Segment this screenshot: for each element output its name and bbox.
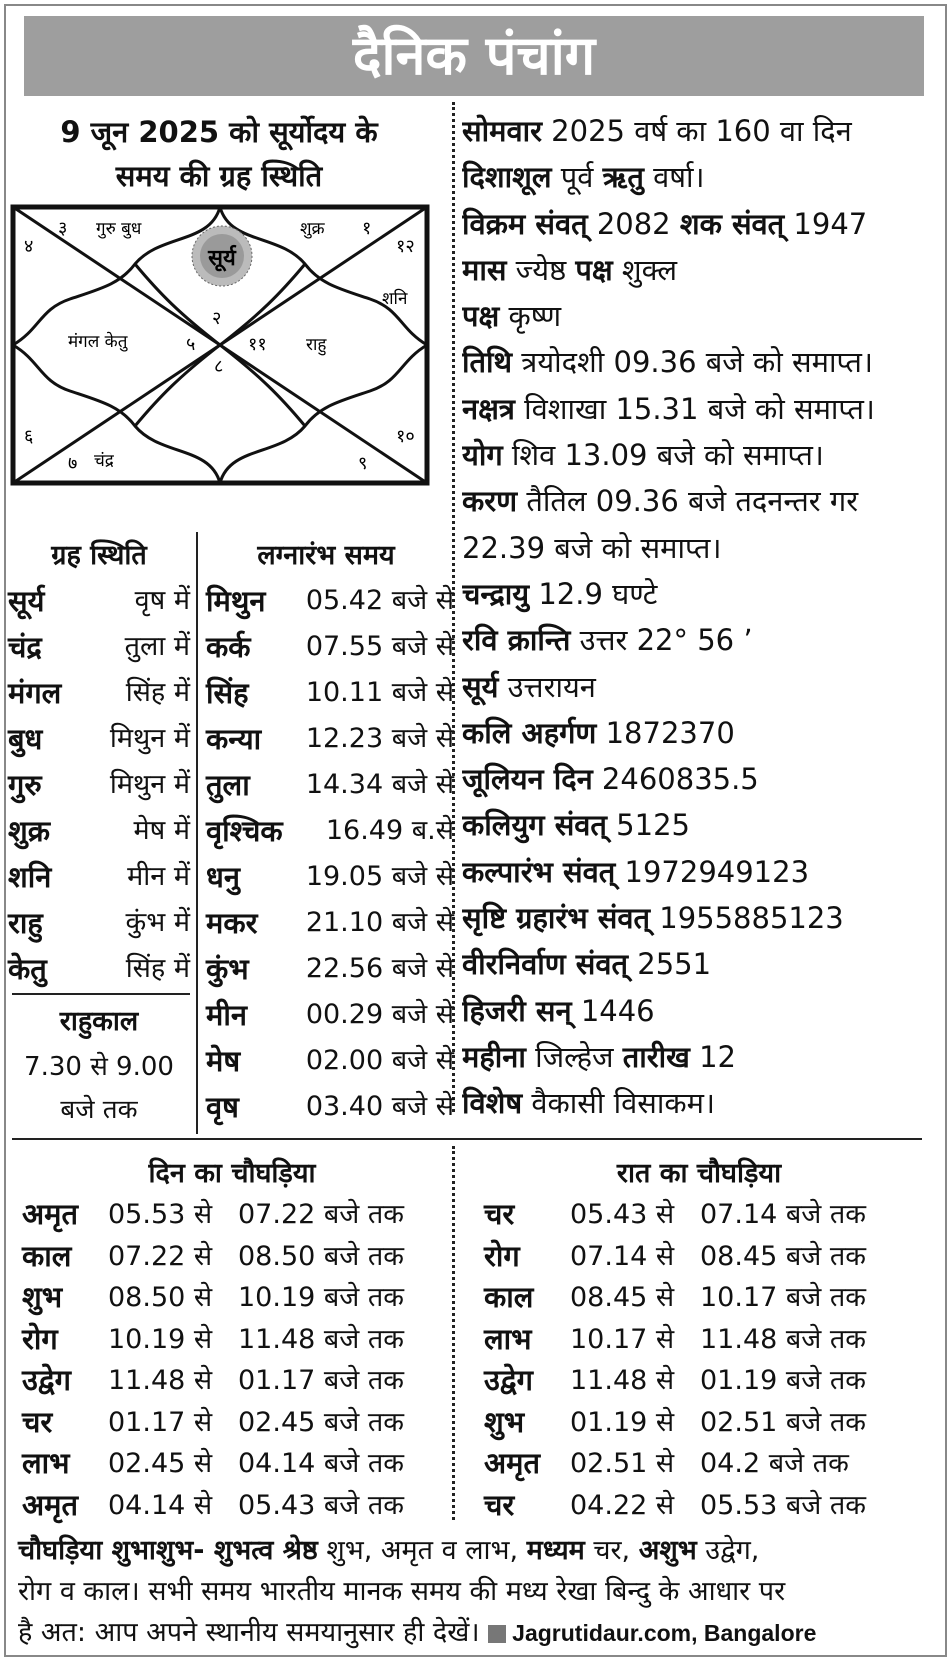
planet-mangal-ketu: मंगल केतु <box>68 332 128 352</box>
panchang-key: रवि क्रान्ति <box>462 623 571 658</box>
panchang-key: मास <box>462 252 507 287</box>
lagnarambh-heading: लग्नारंभ समय <box>257 540 395 571</box>
choghadiya-name: चर <box>22 1404 53 1439</box>
panchang-row <box>462 664 942 710</box>
graha-sign: मेष में <box>133 815 190 846</box>
lagna-row <box>206 1038 456 1084</box>
choghadiya-row <box>22 1443 442 1485</box>
choghadiya-start: 04.14 से <box>108 1489 213 1521</box>
choghadiya-name: रोग <box>22 1321 58 1356</box>
choghadiya-name: अमृत <box>484 1446 541 1480</box>
kundali-heading-line1: 9 जून 2025 को सूर्योदय के <box>60 115 378 149</box>
choghadiya-name: उद्वेग <box>22 1363 71 1397</box>
graha-sthiti-heading: ग्रह स्थिति <box>51 540 147 571</box>
choghadiya-end: 04.2 बजे तक <box>700 1448 849 1479</box>
choghadiya-end: 01.17 बजे तक <box>238 1365 405 1396</box>
house-9: ९ <box>358 453 368 474</box>
lagna-rashi: मेष <box>206 1044 241 1078</box>
lagna-rashi: कुंभ <box>206 952 249 986</box>
lagna-row <box>206 716 456 762</box>
footer-note <box>18 1530 938 1654</box>
planet-chandra: चंद्र <box>94 451 114 471</box>
house-7: ७ <box>68 453 78 474</box>
panchang-value: तैतिल 09.36 बजे तदनन्तर गर <box>517 484 859 519</box>
panchang-row <box>462 1034 942 1080</box>
lagna-rashi: वृश्चिक <box>206 814 283 848</box>
panchang-value: 12.9 घण्टे <box>529 576 658 611</box>
panchang-key: दिशाशूल <box>462 160 552 195</box>
house-5: ५ <box>186 334 196 355</box>
rahukaal-line1: 7.30 से 9.00 <box>24 1052 174 1082</box>
panchang-value2: शुक्ल <box>612 252 678 287</box>
panchang-value: ज्येष्ठ <box>506 252 576 287</box>
choghadiya-name: लाभ <box>22 1446 70 1480</box>
divider-vertical-bottom <box>452 1146 455 1520</box>
graha-planet: चंद्र <box>8 630 42 664</box>
lagna-rashi: सिंह <box>206 676 249 710</box>
choghadiya-row <box>22 1194 442 1236</box>
lagna-row <box>206 762 456 808</box>
rahukaal-line2: बजे तक <box>60 1095 138 1125</box>
lagna-row <box>206 670 456 716</box>
lagnarambh-list <box>206 578 456 1130</box>
panchang-row <box>462 756 942 802</box>
panchang-key: सोमवार <box>462 114 542 148</box>
kundali-heading-line2: समय की ग्रह स्थिति <box>115 159 323 193</box>
graha-row <box>8 808 190 854</box>
graha-sign: सिंह में <box>125 677 190 708</box>
choghadiya-end: 05.53 बजे तक <box>700 1489 867 1521</box>
panchang-value: 22.39 बजे को समाप्त। <box>462 530 722 565</box>
choghadiya-name: लाभ <box>484 1321 532 1356</box>
choghadiya-start: 01.19 से <box>570 1406 675 1438</box>
lagna-row <box>206 854 456 900</box>
choghadiya-row <box>484 1443 924 1485</box>
choghadiya-name: शुभ <box>22 1280 63 1314</box>
lagna-row <box>206 808 456 854</box>
choghadiya-end: 10.19 बजे तक <box>238 1282 405 1313</box>
raat-choghadiya-list <box>484 1194 924 1526</box>
choghadiya-row <box>484 1236 924 1278</box>
lagna-time: 03.40 बजे से <box>305 1091 454 1122</box>
choghadiya-start: 07.14 से <box>570 1240 675 1272</box>
lagna-row <box>206 578 456 624</box>
choghadiya-end: 10.17 बजे तक <box>700 1282 867 1313</box>
choghadiya-end: 07.14 बजे तक <box>700 1199 867 1230</box>
panchang-row <box>462 386 942 432</box>
panchang-value: उत्तर 22° 56 ’ <box>570 623 753 658</box>
lagna-rashi: तुला <box>206 768 250 802</box>
panchang-key: चन्द्रायु <box>462 576 530 611</box>
choghadiya-end: 01.19 बजे तक <box>700 1365 867 1396</box>
choghadiya-end: 02.45 बजे तक <box>238 1406 405 1438</box>
panchang-value: 1446 <box>571 993 655 1028</box>
panchang-key: हिजरी सन् <box>462 993 572 1028</box>
panchang-key: जूलियन दिन <box>462 762 593 797</box>
graha-row <box>8 946 190 992</box>
lagna-time: 07.55 बजे से <box>305 631 454 662</box>
choghadiya-end: 02.51 बजे तक <box>700 1406 867 1438</box>
panchang-key: सृष्टि ग्रहारंभ संवत् <box>462 901 651 936</box>
choghadiya-name: काल <box>22 1238 72 1273</box>
panchang-value2: 12 <box>689 1039 737 1074</box>
panchang-row <box>462 941 942 987</box>
footer-key2: मध्यम <box>526 1535 585 1566</box>
kundali-chart <box>10 204 430 486</box>
panchang-value: पूर्व <box>551 160 603 195</box>
lagna-row <box>206 624 456 670</box>
panchang-key: कलि अहर्गण <box>462 715 597 750</box>
panchang-value: वैकासी विसाकम। <box>522 1086 715 1121</box>
lagna-row <box>206 1084 456 1130</box>
panchang-value2: 1947 <box>784 206 868 241</box>
choghadiya-start: 02.51 से <box>570 1448 675 1479</box>
panchang-key2: तारीख <box>622 1039 690 1074</box>
choghadiya-start: 08.45 से <box>570 1282 675 1313</box>
panchang-key: करण <box>462 484 518 519</box>
choghadiya-row <box>484 1194 924 1236</box>
choghadiya-start: 07.22 से <box>108 1240 213 1272</box>
lagna-rashi: वृष <box>206 1090 239 1124</box>
choghadiya-start: 10.17 से <box>570 1323 675 1355</box>
graha-sign: सिंह में <box>125 953 190 984</box>
house-10: १० <box>396 426 415 447</box>
graha-planet: शुक्र <box>8 814 50 848</box>
lagna-time: 12.23 बजे से <box>305 723 454 754</box>
choghadiya-end: 04.14 बजे तक <box>238 1448 405 1479</box>
planet-rahu: राहु <box>306 335 327 355</box>
panchang-key: विक्रम संवत् <box>462 206 588 241</box>
panchang-key: विशेष <box>462 1086 523 1121</box>
panchang-row <box>462 154 942 200</box>
panchang-key2: शक संवत् <box>679 206 785 241</box>
panchang-key2: पक्ष <box>575 252 613 287</box>
choghadiya-name: चर <box>484 1197 515 1231</box>
footer-key1: चौघड़िया शुभाशुभ- शुभत्व श्रेष्ठ <box>18 1535 318 1566</box>
choghadiya-row <box>484 1485 924 1527</box>
panchang-key: वीरनिर्वाण संवत् <box>462 947 629 982</box>
rahukaal-heading: राहुकाल <box>59 1006 139 1037</box>
choghadiya-name: उद्वेग <box>484 1363 533 1397</box>
choghadiya-name: अमृत <box>22 1487 79 1522</box>
panchang-value: 1972949123 <box>615 854 810 889</box>
graha-sign: वृष में <box>134 585 190 616</box>
choghadiya-start: 05.53 से <box>108 1199 213 1230</box>
lagna-time: 05.42 बजे से <box>305 585 454 616</box>
graha-row <box>8 854 190 900</box>
choghadiya-row <box>22 1236 442 1278</box>
lagna-row <box>206 946 456 992</box>
graha-planet: शनि <box>8 860 52 894</box>
panchang-value: उत्तरायन <box>498 669 596 704</box>
panchang-value: शिव 13.09 बजे को समाप्त। <box>502 438 824 473</box>
panchang-row <box>462 201 942 247</box>
choghadiya-start: 11.48 से <box>570 1365 675 1396</box>
panchang-row <box>462 802 942 848</box>
choghadiya-name: अमृत <box>22 1197 79 1231</box>
panchang-row <box>462 339 942 385</box>
divider-horizontal <box>12 1138 922 1140</box>
panchang-row <box>462 710 942 756</box>
footer-line2: रोग व काल। सभी समय भारतीय मानक समय की मध्य रेखा बिन्दु के आधार पर <box>18 1576 786 1607</box>
lagna-row <box>206 992 456 1038</box>
choghadiya-row <box>484 1319 924 1361</box>
graha-row <box>8 624 190 670</box>
graha-row <box>8 762 190 808</box>
panchang-key: महीना <box>462 1039 526 1074</box>
choghadiya-row <box>484 1277 924 1319</box>
panchang-row <box>462 988 942 1034</box>
panchang-row <box>462 571 942 617</box>
graha-row <box>8 716 190 762</box>
panchang-key: कल्पारंभ संवत् <box>462 854 616 889</box>
panchang-value: 2551 <box>628 947 712 982</box>
graha-planet: गुरु <box>8 768 42 802</box>
lagna-rashi: मिथुन <box>206 584 266 618</box>
lagna-row <box>206 900 456 946</box>
divider-graha-lagna <box>196 532 198 1134</box>
page-title: दैनिक पंचांग <box>24 16 924 96</box>
lagna-rashi: कर्क <box>206 630 251 664</box>
footer-text1: शुभ, अमृत व लाभ, <box>317 1535 527 1566</box>
graha-sign: मीन में <box>127 861 190 892</box>
lagna-time: 14.34 बजे से <box>305 769 454 800</box>
panchang-value: 2025 वर्ष का 160 वा दिन <box>541 114 852 148</box>
panchang-value: कृष्ण <box>499 299 562 334</box>
graha-planet: बुध <box>8 722 43 756</box>
lagna-time: 19.05 बजे से <box>305 861 454 892</box>
graha-planet: सूर्य <box>8 584 45 618</box>
panchang-row <box>462 293 942 339</box>
panchang-value: 2082 <box>587 206 680 241</box>
lagna-time: 10.11 बजे से <box>305 677 454 708</box>
house-11: ११ <box>248 334 267 355</box>
house-3: ३ <box>58 218 68 239</box>
panchang-row <box>462 525 942 571</box>
panchang-row <box>462 849 942 895</box>
choghadiya-row <box>22 1277 442 1319</box>
house-1: १ <box>362 218 372 239</box>
panchang-row <box>462 617 942 663</box>
choghadiya-start: 01.17 से <box>108 1406 213 1438</box>
planet-guru-budh: गुरु बुध <box>96 219 142 239</box>
lagna-rashi: मीन <box>206 998 247 1032</box>
panchang-value: 5125 <box>606 808 690 843</box>
brand-credit: Jagrutidaur.com, Bangalore <box>512 1620 817 1646</box>
choghadiya-start: 05.43 से <box>570 1199 675 1230</box>
graha-row <box>8 578 190 624</box>
panchang-key: सूर्य <box>462 669 499 704</box>
panchang-value: 1955885123 <box>650 901 844 936</box>
choghadiya-row <box>22 1319 442 1361</box>
graha-row <box>8 900 190 946</box>
choghadiya-name: चर <box>484 1487 515 1522</box>
lagna-time: 00.29 बजे से <box>305 999 454 1030</box>
choghadiya-row <box>22 1402 442 1444</box>
graha-sthiti-list <box>8 578 190 992</box>
panchang-value2: वर्षा। <box>643 160 705 195</box>
planet-shukra: शुक्र <box>300 219 325 239</box>
choghadiya-end: 08.50 बजे तक <box>238 1240 405 1272</box>
choghadiya-start: 10.19 से <box>108 1323 213 1355</box>
house-6: ६ <box>24 426 34 447</box>
panchang-key: तिथि <box>462 345 513 380</box>
choghadiya-start: 04.22 से <box>570 1489 675 1521</box>
house-12: १२ <box>396 236 415 257</box>
panchang-row <box>462 432 942 478</box>
panchang-row <box>462 1080 942 1126</box>
graha-sign: मिथुन में <box>109 769 190 800</box>
panchang-key: कलियुग संवत् <box>462 808 607 843</box>
house-4: ४ <box>24 236 34 257</box>
footer-key3: अशुभ <box>638 1535 697 1566</box>
choghadiya-end: 07.22 बजे तक <box>238 1199 405 1230</box>
choghadiya-name: रोग <box>484 1238 520 1273</box>
panchang-key: पक्ष <box>462 299 500 334</box>
choghadiya-end: 11.48 बजे तक <box>700 1323 867 1355</box>
lagna-time: 16.49 ब.से <box>325 815 454 846</box>
graha-planet: राहु <box>8 906 43 940</box>
graha-row <box>8 670 190 716</box>
lagna-rashi: धनु <box>206 860 240 894</box>
panchang-key2: ऋतु <box>602 160 644 195</box>
choghadiya-start: 11.48 से <box>108 1365 213 1396</box>
raat-choghadiya-heading: रात का चौघड़िया <box>616 1158 782 1189</box>
panchang-key: नक्षत्र <box>462 391 515 426</box>
panchang-value: त्रयोदशी 09.36 बजे को समाप्त। <box>512 345 873 380</box>
planet-surya: सूर्य <box>208 246 236 271</box>
choghadiya-name: काल <box>484 1280 534 1314</box>
choghadiya-end: 11.48 बजे तक <box>238 1323 405 1355</box>
graha-planet: केतु <box>8 952 47 986</box>
panchang-value: जिल्हेज <box>525 1039 623 1074</box>
kundali-heading <box>14 110 424 198</box>
lagna-time: 21.10 बजे से <box>305 907 454 938</box>
rahukaal-time <box>8 1046 190 1132</box>
graha-sign: कुंभ में <box>125 907 190 938</box>
panchang-row <box>462 247 942 293</box>
choghadiya-row <box>22 1360 442 1402</box>
lagna-rashi: कन्या <box>206 722 262 756</box>
square-bullet-icon <box>488 1625 506 1643</box>
lagna-time: 22.56 बजे से <box>305 953 454 984</box>
choghadiya-row <box>484 1402 924 1444</box>
din-choghadiya-heading: दिन का चौघड़िया <box>148 1158 316 1189</box>
lagna-rashi: मकर <box>206 906 258 940</box>
choghadiya-row <box>484 1360 924 1402</box>
house-2: २ <box>212 308 222 329</box>
graha-sign: मिथुन में <box>109 723 190 754</box>
panchang-key: योग <box>462 438 503 473</box>
choghadiya-start: 02.45 से <box>108 1448 213 1479</box>
footer-line3: है अत: आप अपने स्थानीय समयानुसार ही देखें। <box>18 1617 480 1648</box>
panchang-row <box>462 895 942 941</box>
choghadiya-start: 08.50 से <box>108 1282 213 1313</box>
panchang-row <box>462 478 942 524</box>
choghadiya-end: 08.45 बजे तक <box>700 1240 867 1272</box>
divider-rahukaal <box>12 993 190 995</box>
footer-text3: उद्वेग, <box>696 1535 760 1566</box>
panchang-details <box>462 108 942 1127</box>
graha-sign: तुला में <box>124 631 190 662</box>
house-8: ८ <box>214 356 224 377</box>
panchang-value: 2460835.5 <box>592 762 759 797</box>
planet-shani: शनि <box>382 289 408 309</box>
din-choghadiya-list <box>22 1194 442 1526</box>
choghadiya-end: 05.43 बजे तक <box>238 1489 405 1521</box>
choghadiya-row <box>22 1485 442 1527</box>
choghadiya-name: शुभ <box>484 1404 525 1439</box>
footer-text2: चर, <box>584 1535 639 1566</box>
panchang-row <box>462 108 942 154</box>
panchang-value: विशाखा 15.31 बजे को समाप्त। <box>514 391 875 426</box>
panchang-value: 1872370 <box>596 715 735 750</box>
lagna-time: 02.00 बजे से <box>305 1045 454 1076</box>
graha-planet: मंगल <box>8 676 62 710</box>
